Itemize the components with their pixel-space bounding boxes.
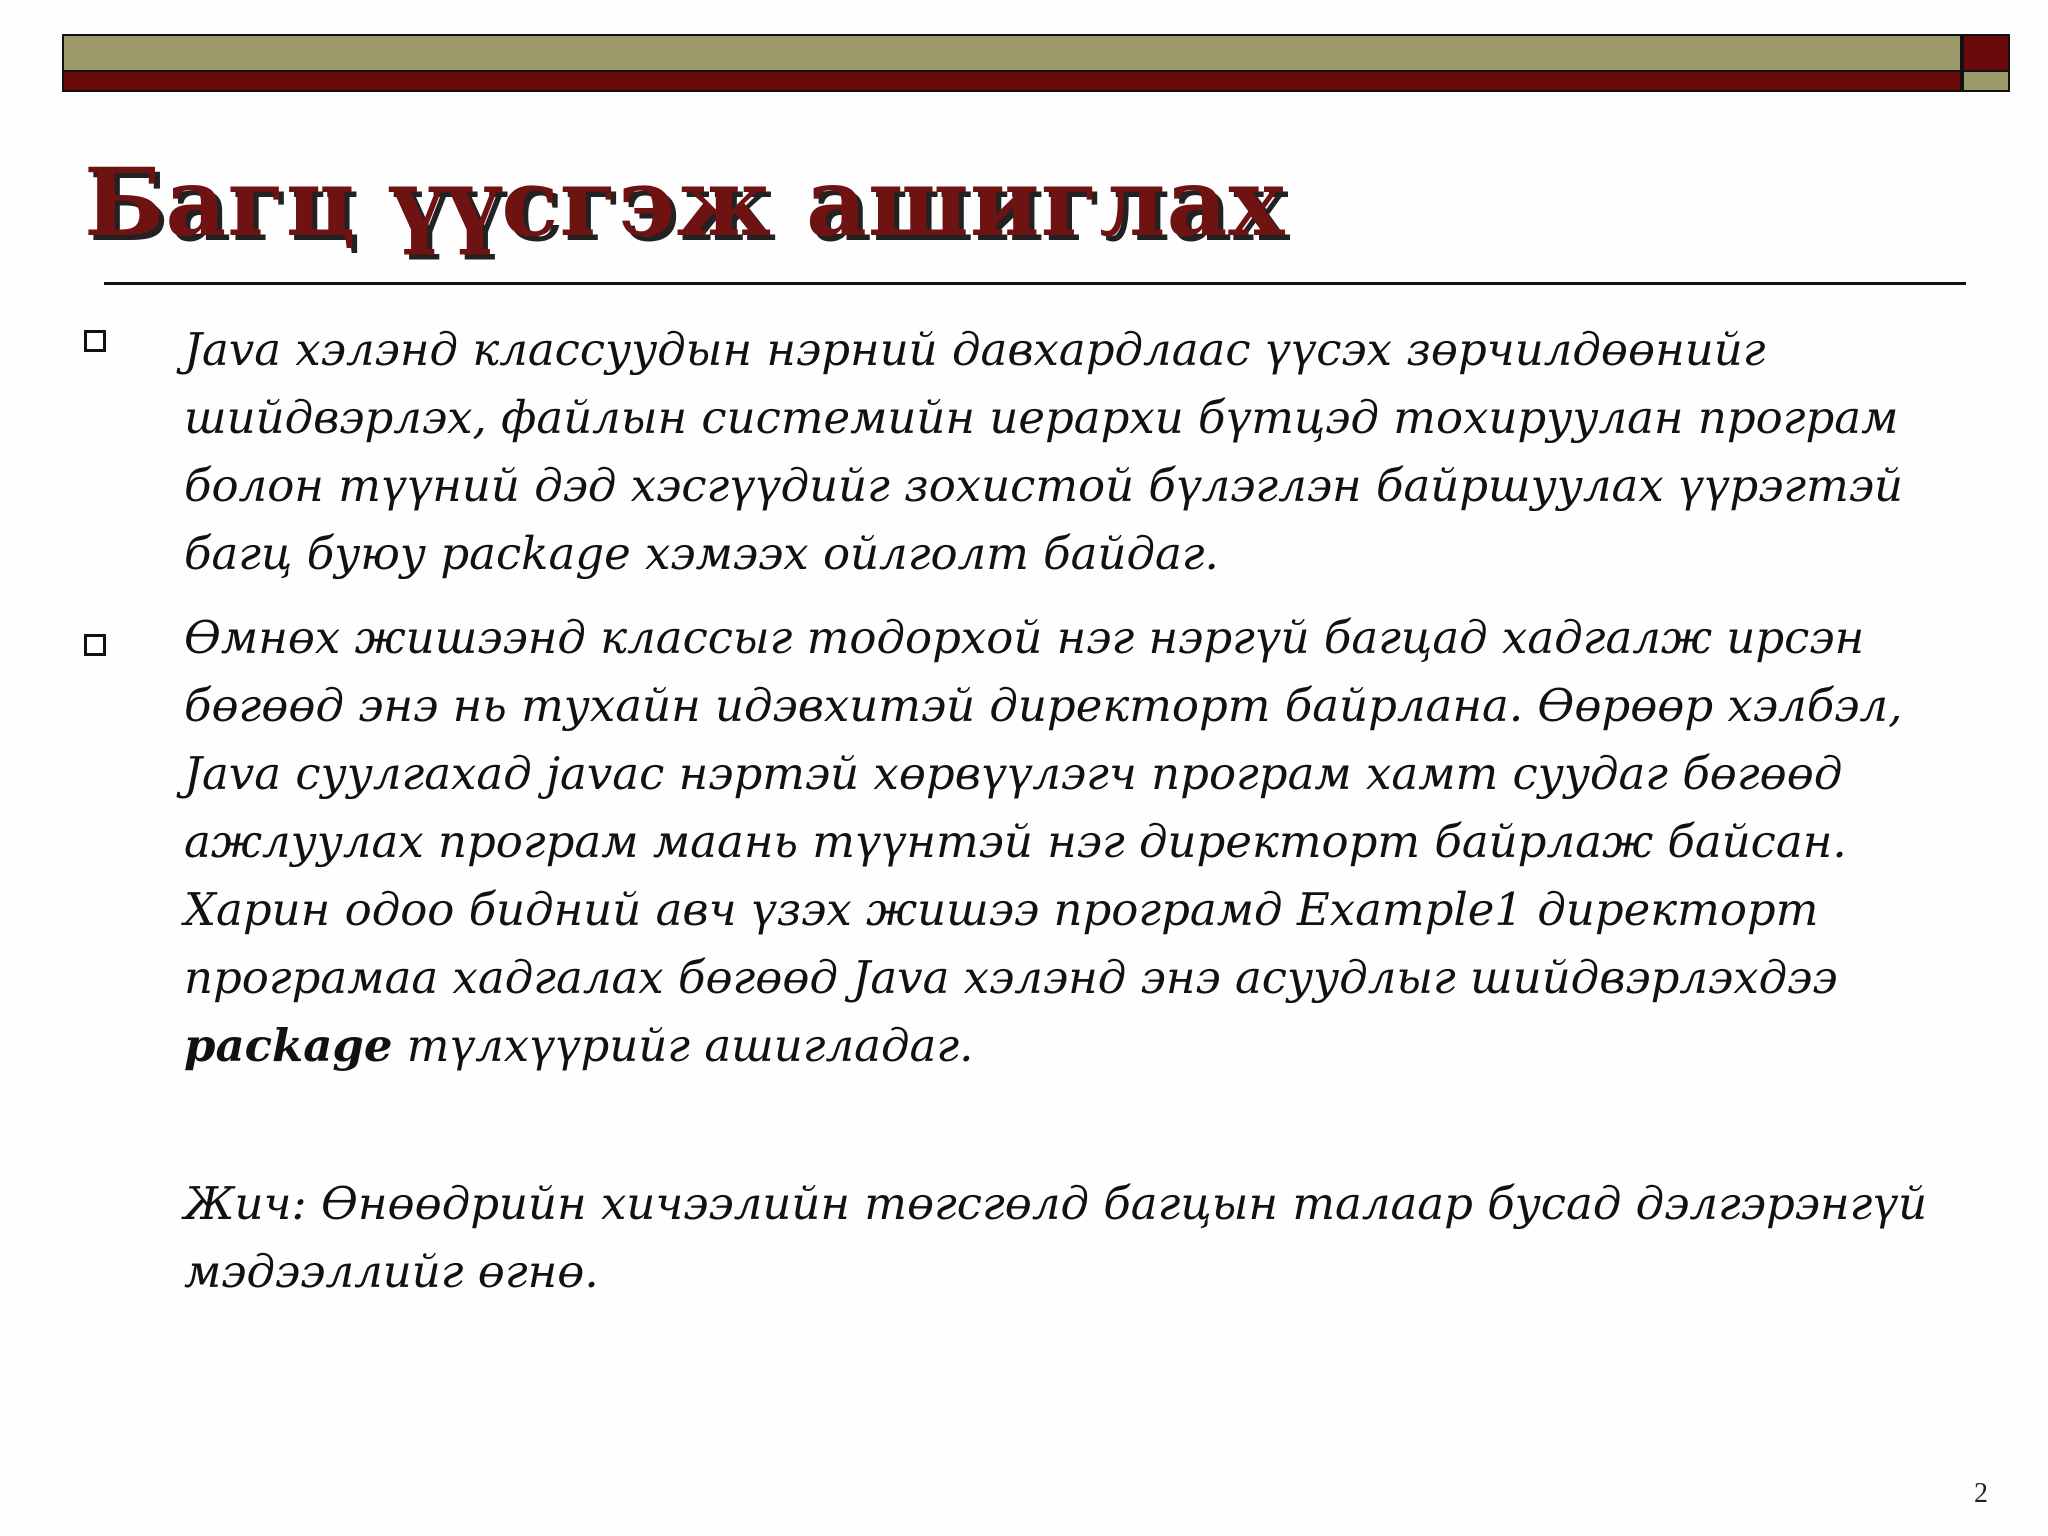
bullet-item-1 [0, 316, 2048, 588]
header-band-olive [62, 34, 1962, 70]
square-bullet-icon [84, 634, 106, 656]
bullet-item-2 [0, 604, 2048, 1306]
slide-content [0, 316, 2048, 1306]
header-corner-olive [1962, 70, 2010, 92]
title-underline [104, 282, 1966, 285]
bullet-text-tail: түлхүүрийг ашигладаг. [392, 1019, 974, 1072]
bullet-text-main: Өмнөх жишээнд классыг тодорхой нэг нэргүй багцад хадгалж ирсэн бөгөөд энэ нь тухайн идэвхитэй директорт байрлана. Өөрөөр хэлбэл, Java суулгахад javac нэртэй хөрвүүлэгч програм хамт суудаг бөгөөд ажлуулах програм маань түүнтэй нэг директорт байрлаж байсан. Харин одоо бидний авч үзэх жишээ програмд Example1 директорт програмаа хадгалах бөгөөд Java хэлэнд энэ асуудлыг шийдвэрлэхдээ [184, 611, 1903, 1004]
header-corner-red [1962, 34, 2010, 70]
slide-title: Багц үүсгэж ашиглах [84, 148, 1286, 258]
bullet-text [184, 604, 1964, 1080]
bullet-text: Java хэлэнд классуудын нэрний давхардлаас үүсэх зөрчилдөөнийг шийдвэрлэх, файлын системийн иерархи бүтцэд тохируулан програм болон түүний дэд хэсгүүдийг зохистой бүлэглэн байршуулах үүрэгтэй багц буюу package хэмээх ойлголт байдаг. [184, 323, 1904, 580]
note-text: Жич: Өнөөдрийн хичээлийн төгсгөлд багцын талаар бусад дэлгэрэнгүй мэдээллийг өгнө. [184, 1177, 1928, 1298]
keyword-package: package [184, 1019, 393, 1072]
header-band-red [62, 70, 1962, 92]
square-bullet-icon [84, 330, 106, 352]
page-number: 2 [1974, 1478, 1988, 1509]
